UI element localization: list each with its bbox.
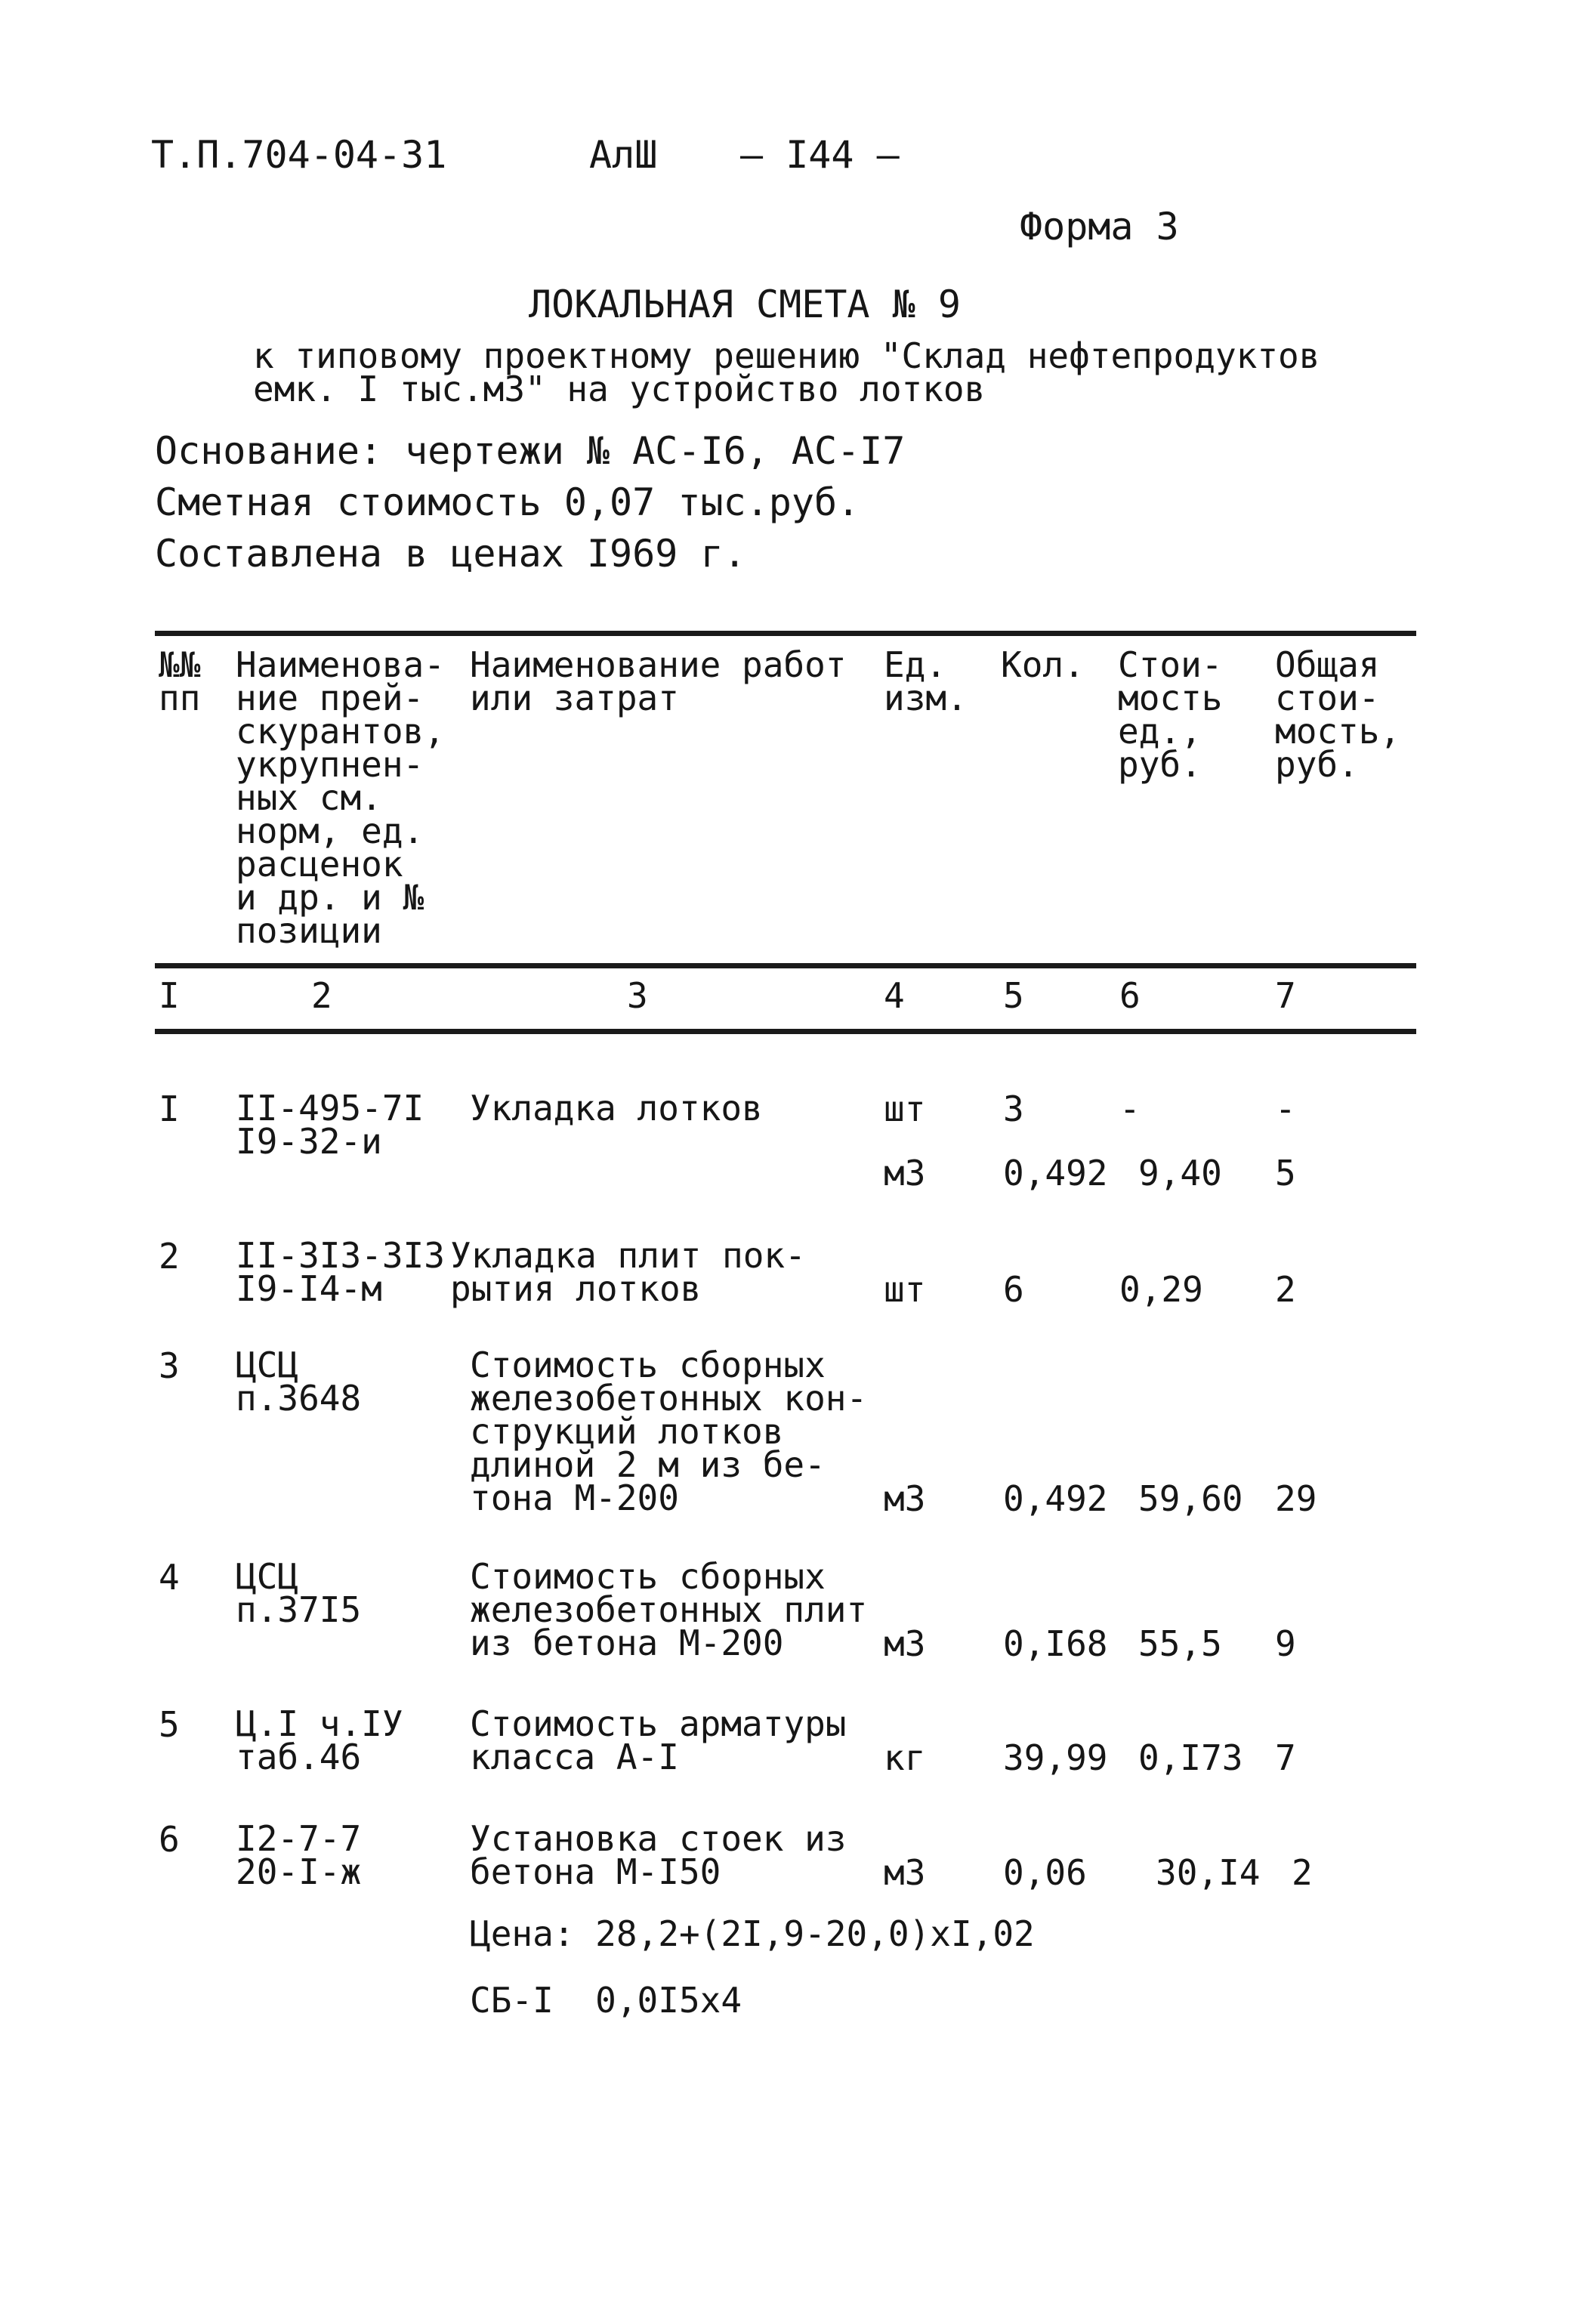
column-number-6: 6 bbox=[1119, 975, 1141, 1016]
row-6-price: 30,I4 bbox=[1156, 1852, 1261, 1893]
column-number-5: 5 bbox=[1003, 975, 1024, 1016]
column-number-7: 7 bbox=[1275, 975, 1296, 1016]
row-2-number: 2 bbox=[159, 1236, 180, 1277]
row-2-total: 2 bbox=[1275, 1269, 1296, 1310]
row-3-work: Стоимость сборных железобетонных кон- струкций лотков длиной 2 м из бе- тона М-200 bbox=[470, 1345, 868, 1518]
header-pricelist: Наименова- ние прей- скурантов, укрупнен- ных см. норм, ед. расценок и др. и № позиции bbox=[236, 644, 445, 951]
row-4-code: ЦСЦ п.37I5 bbox=[236, 1556, 362, 1630]
row-4-number: 4 bbox=[159, 1557, 180, 1598]
header-unit: Ед. изм. bbox=[884, 644, 968, 718]
row-1-unit-a: шт bbox=[884, 1088, 926, 1129]
row-1-work: Укладка лотков bbox=[470, 1088, 763, 1129]
row-2-price: 0,29 bbox=[1119, 1269, 1203, 1310]
row-6-unit: м3 bbox=[884, 1852, 926, 1893]
header-number: №№ пп bbox=[159, 644, 201, 718]
row-2-unit: шт bbox=[884, 1269, 926, 1310]
column-number-4: 4 bbox=[884, 975, 905, 1016]
estimate-title: ЛОКАЛЬНАЯ СМЕТА № 9 bbox=[529, 283, 961, 326]
row-3-unit: м3 bbox=[884, 1478, 926, 1519]
header-quantity: Кол. bbox=[1001, 644, 1085, 685]
header-unit-cost: Стои- мость ед., руб. bbox=[1118, 644, 1223, 785]
row-4-unit: м3 bbox=[884, 1623, 926, 1664]
row-4-price: 55,5 bbox=[1138, 1623, 1222, 1664]
column-number-2: 2 bbox=[311, 975, 332, 1016]
price-calculation-note: Цена: 28,2+(2I,9-20,0)хI,02 bbox=[470, 1913, 1035, 1954]
row-1-code: II-495-7I I9-32-и bbox=[236, 1088, 424, 1162]
row-3-price: 59,60 bbox=[1138, 1478, 1243, 1519]
basis-line: Основание: чертежи № АС-I6, АС-I7 bbox=[155, 429, 906, 473]
header-bottom-rule bbox=[155, 963, 1416, 968]
form-label: Форма 3 bbox=[1020, 205, 1179, 249]
row-2-code: II-3I3-3I3 I9-I4-м bbox=[236, 1235, 445, 1309]
estimate-subtitle-line1: к типовому проектному решению "Склад нефтепродуктов bbox=[253, 335, 1320, 376]
row-5-unit: кг bbox=[884, 1737, 926, 1778]
header-total-cost: Общая стои- мость, руб. bbox=[1275, 644, 1401, 785]
album-label: АлШ bbox=[589, 133, 658, 177]
price-basis-line: Составлена в ценах I969 г. bbox=[155, 532, 746, 576]
row-5-number: 5 bbox=[159, 1704, 180, 1745]
row-1-number: I bbox=[159, 1088, 180, 1129]
column-number-1: I bbox=[159, 975, 180, 1016]
row-6-qty: 0,06 bbox=[1003, 1852, 1087, 1893]
row-4-qty: 0,I68 bbox=[1003, 1623, 1108, 1664]
column-number-3: 3 bbox=[627, 975, 648, 1016]
row-3-number: 3 bbox=[159, 1345, 180, 1386]
column-number-rule bbox=[155, 1029, 1416, 1034]
row-4-total: 9 bbox=[1275, 1623, 1296, 1664]
row-1-total-a: - bbox=[1275, 1088, 1296, 1129]
row-1-qty-b: 0,492 bbox=[1003, 1153, 1108, 1193]
row-3-qty: 0,492 bbox=[1003, 1478, 1108, 1519]
row-6-number: 6 bbox=[159, 1819, 180, 1860]
row-5-price: 0,I73 bbox=[1138, 1737, 1243, 1778]
row-1-qty-a: 3 bbox=[1003, 1088, 1024, 1129]
row-3-code: ЦСЦ п.3648 bbox=[236, 1345, 362, 1419]
row-6-total: 2 bbox=[1292, 1852, 1313, 1893]
row-2-qty: 6 bbox=[1003, 1269, 1024, 1310]
header-work: Наименование работ или затрат bbox=[470, 644, 847, 718]
row-6-code: I2-7-7 20-I-ж bbox=[236, 1818, 362, 1892]
row-1-price-b: 9,40 bbox=[1138, 1153, 1222, 1193]
page-number: — I44 — bbox=[740, 133, 900, 177]
row-3-total: 29 bbox=[1275, 1478, 1317, 1519]
row-6-work: Установка стоек из бетона М-I50 bbox=[470, 1818, 847, 1892]
row-5-qty: 39,99 bbox=[1003, 1737, 1108, 1778]
document-code: Т.П.704-04-31 bbox=[151, 133, 447, 177]
row-5-work: Стоимость арматуры класса А-I bbox=[470, 1703, 847, 1777]
row-1-total-b: 5 bbox=[1275, 1153, 1296, 1193]
sb-note: СБ-I 0,0I5х4 bbox=[470, 1980, 742, 2021]
row-4-work: Стоимость сборных железобетонных плит из бетона М-200 bbox=[470, 1556, 868, 1663]
estimate-subtitle-line2: емк. I тыс.м3" на устройство лотков bbox=[253, 369, 986, 409]
table-top-rule bbox=[155, 631, 1416, 636]
row-5-code: Ц.I ч.IУ таб.46 bbox=[236, 1703, 403, 1777]
row-1-price-a: - bbox=[1119, 1088, 1141, 1129]
row-1-unit-b: м3 bbox=[884, 1153, 926, 1193]
row-2-work: Укладка плит пок- рытия лотков bbox=[450, 1235, 806, 1309]
row-5-total: 7 bbox=[1275, 1737, 1296, 1778]
estimated-cost-line: Сметная стоимость 0,07 тыс.руб. bbox=[155, 480, 860, 524]
